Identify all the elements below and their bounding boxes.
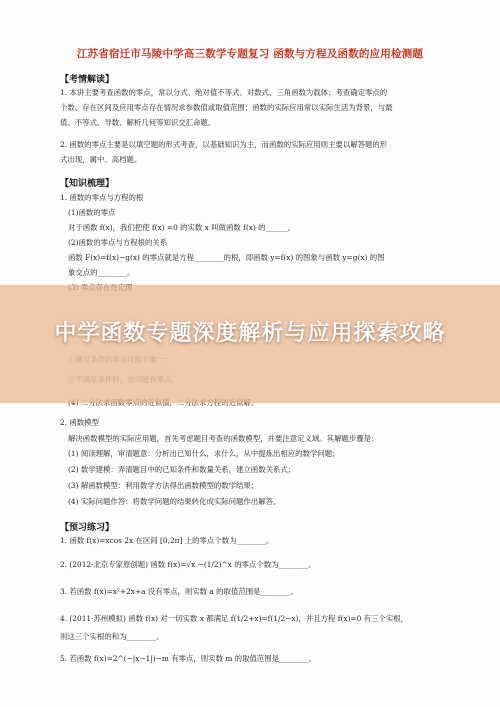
document-line: 解决函数模型的实际应用题，首先考虑题目考查的函数模型，并要注意定义域。其解题步骤是： xyxy=(68,434,379,443)
document-line: (1)函数的零点 xyxy=(68,208,116,217)
section-heading: 【考情解读】 xyxy=(60,75,115,85)
document-line: (3) 解函数模型：利用数学方法得出函数模型的数学结果； xyxy=(68,481,259,490)
section-heading: 【预习练习】 xyxy=(60,523,115,533)
document-line: 函数 F(x)=f(x)−g(x) 的零点就是方程________的根，即函数 y=f(x) 的图象与函数 y=g(x) 的图 xyxy=(68,253,385,262)
document-line: 1. 本讲主要考查函数的零点，常以分式、绝对值不等式、对数式、三角函数为载体；考查确定零点的 xyxy=(60,88,388,97)
banner-title: 中学函数专题深度解析与应用探索攻略 xyxy=(54,321,446,346)
document-line: 3. 若函数 f(x)=x²+2x+a 没有零点，则实数 a 的取值范围是________。 xyxy=(60,587,298,596)
document-line: (1) 阅读理解，审清题意：分析出已知什么，求什么，从中提炼出相应的数学问题； xyxy=(68,449,340,458)
document-line: (2)函数的零点与方程根的关系 xyxy=(68,238,168,247)
document-line: 4. (2011·苏州模拟) 函数 f(x) 对一切实数 x 都满足 f(1/2+x)=f(1/2−x)，并且方程 f(x)=0 有三个实根， xyxy=(60,614,408,623)
document-line: 式出现，属中、高档题。 xyxy=(60,155,142,164)
document-line: 1. 函数的零点与方程的根 xyxy=(60,193,144,202)
document-line: 对于函数 f(x)，我们把使 f(x) =0 的实数 x 叫做函数 f(x) 的______。 xyxy=(68,223,296,232)
document-line: 5. 若函数 f(x)=2^(−|x−1|)−m 有零点，则实数 m 的取值范围是________。 xyxy=(60,654,316,663)
document-line: (4) 实际问题作答：将数学问题的结果转化成实际问题作出解答。 xyxy=(68,497,281,506)
document-line: 象交点的________。 xyxy=(68,268,135,277)
document-line: 1. 函数 f(x)=xcos 2x 在区间 [0,2π] 上的零点个数为________。 xyxy=(60,536,274,545)
document-line: 2. 函数的零点主要是以填空题的形式考查，以基础知识为主，而函数的实际应用则主要以解答题的形 xyxy=(60,140,388,149)
document-line: 值、不等式、导数、解析几何等知识交汇命题。 xyxy=(60,118,216,127)
document-title: 江苏省宿迁市马陵中学高三数学专题复习 函数与方程及函数的应用检测题 xyxy=(76,48,424,60)
document-line: (2) 数学建模：弄清题目中的已知条件和数量关系，建立函数关系式； xyxy=(68,465,296,474)
document-line: 则这三个实根的和为________。 xyxy=(60,632,164,641)
document-line: 2. 函数模型 xyxy=(60,418,99,427)
document-line: 个数、存在区间及应用零点存在情况求参数值或取值范围；函数的实际应用常以实际生活为背景，与最 xyxy=(60,103,393,112)
document-line: 2. (2012·北京专家原创题) 函数 f(x)=√x −(1/2)^x 的零点个数为________。 xyxy=(60,560,316,569)
section-heading: 【知识梳理】 xyxy=(60,179,115,189)
